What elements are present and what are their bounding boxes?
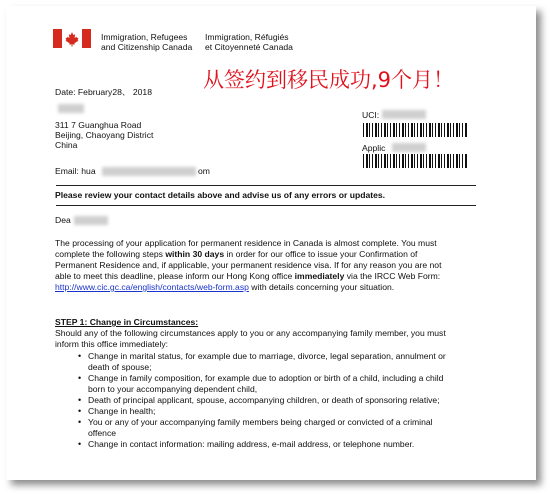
rule-bottom bbox=[56, 205, 476, 206]
agency-name-en-line2: and Citizenship Canada bbox=[101, 42, 193, 52]
bullet-dot: • bbox=[78, 395, 82, 405]
agency-name-fr-line1: Immigration, Réfugiés bbox=[205, 32, 289, 42]
redacted-recipient-name bbox=[74, 216, 108, 225]
letter-date: Date: February28、 2018 bbox=[55, 87, 152, 97]
address-line-3: China bbox=[55, 140, 78, 150]
uci-label: UCI: bbox=[362, 110, 380, 120]
application-label: Applic bbox=[362, 143, 386, 153]
bullet-dot: • bbox=[78, 373, 82, 383]
application-barcode bbox=[363, 154, 467, 168]
redacted-application-number bbox=[392, 143, 426, 152]
redacted-email bbox=[102, 167, 196, 176]
letter-page bbox=[6, 6, 536, 480]
bullet-dot: • bbox=[78, 417, 82, 427]
bullet-item: Change in contact information: mailing address, e-mail address, or telephone number. bbox=[88, 439, 415, 449]
para1-line2 bbox=[55, 249, 417, 260]
para1-line1: The processing of your application for permanent residence in Canada is almost complete. You must bbox=[55, 238, 437, 248]
para1-line3: Permanent Residence and, if applicable, your permanent residence visa. If for any reason you are not bbox=[55, 260, 442, 270]
bullet-item: Change in marital status, for example due to marriage, divorce, legal separation, annulment or bbox=[88, 351, 446, 361]
address-line-2: Beijing, Chaoyang District bbox=[55, 130, 154, 140]
para1-line4 bbox=[55, 271, 440, 282]
bullet-item-continued: born to your accompanying dependent child, bbox=[88, 384, 258, 394]
review-notice: Please review your contact details above and advise us of any errors or updates. bbox=[55, 190, 386, 200]
agency-name-fr-line2: et Citoyenneté Canada bbox=[205, 42, 293, 52]
bullet-dot: • bbox=[78, 351, 82, 361]
bullet-dot: • bbox=[78, 439, 82, 449]
canada-flag-icon bbox=[53, 29, 91, 48]
para1-line4-a: able to meet this deadline, please inform our Hong Kong office bbox=[55, 271, 295, 281]
rule-top bbox=[56, 185, 476, 186]
web-form-link[interactable]: http://www.cic.gc.ca/english/contacts/web-form.asp bbox=[55, 282, 249, 292]
uci-barcode bbox=[363, 123, 467, 137]
redacted-name bbox=[58, 104, 84, 113]
bullet-item: Death of principal applicant, spouse, accompanying children, or death of sponsoring relative; bbox=[88, 395, 440, 405]
salutation: Dea bbox=[55, 215, 71, 225]
para1-line5 bbox=[55, 282, 394, 293]
para1-line5-tail: with details concerning your situation. bbox=[248, 282, 395, 292]
deadline-emphasis: within 30 days bbox=[165, 249, 225, 259]
bullet-item-continued: death of spouse; bbox=[88, 362, 152, 372]
bullet-item: Change in family composition, for example due to adoption or birth of a child, including a child bbox=[88, 373, 444, 383]
para1-line2-a: complete the following steps bbox=[55, 249, 166, 259]
step1-heading: STEP 1: Change in Circumstances: bbox=[55, 317, 199, 327]
overlay-slogan: 从签约到移民成功,9个月！ bbox=[203, 68, 455, 92]
para1-line2-c: in order for our office to issue your Confirmation of bbox=[224, 249, 418, 259]
step1-intro-line1: Should any of the following circumstances apply to you or any accompanying family member, you must bbox=[55, 328, 446, 338]
redacted-uci bbox=[382, 110, 426, 119]
email-prefix: Email: hua bbox=[55, 166, 96, 176]
bullet-item-continued: offence bbox=[88, 428, 117, 438]
immediately-emphasis: immediately bbox=[294, 271, 345, 281]
bullet-dot: • bbox=[78, 406, 82, 416]
bullet-item: You or any of your accompanying family members being charged or convicted of a criminal bbox=[88, 417, 433, 427]
address-line-1: 311 7 Guanghua Road bbox=[55, 120, 142, 130]
email-suffix: om bbox=[198, 166, 210, 176]
agency-name-en-line1: Immigration, Refugees bbox=[101, 32, 188, 42]
step1-intro-line2: inform this office immediately: bbox=[55, 339, 169, 349]
bullet-item: Change in health; bbox=[88, 406, 156, 416]
para1-line4-c: via the IRCC Web Form: bbox=[344, 271, 441, 281]
